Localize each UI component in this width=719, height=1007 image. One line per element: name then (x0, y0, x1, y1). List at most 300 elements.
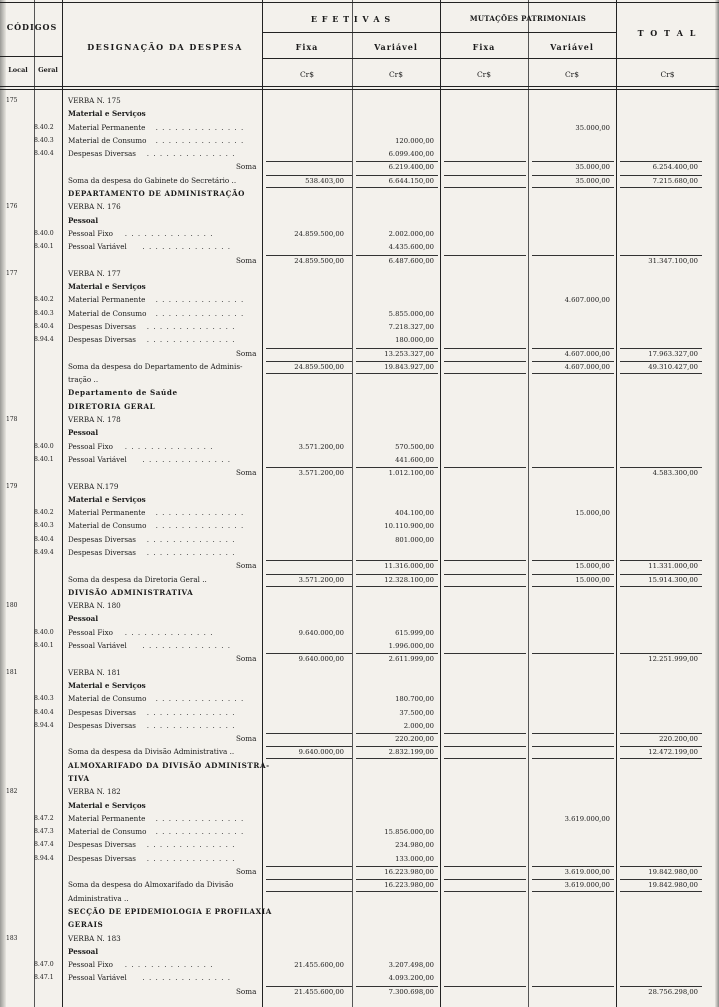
table-row (0, 708, 719, 718)
leader-dots: . . . . . . . . . . . . . . (155, 827, 245, 837)
table-row (0, 402, 719, 412)
fixa-amount: 3.571.200,00 (298, 575, 344, 584)
subtotal-rule (620, 986, 702, 987)
leader-dots: . . . . . . . . . . . . . . (146, 534, 236, 544)
fixa-header: Fixa (295, 42, 319, 52)
expense-description: Pessoal Variável (68, 973, 127, 983)
variavel-amount: 570.500,00 (395, 442, 434, 451)
total-header: T O T A L (637, 28, 698, 38)
local-code: 183 (6, 934, 18, 942)
mut-fixa-header: Fixa (472, 42, 496, 52)
subtotal-label: Soma (236, 734, 257, 744)
currency-mut-fixa: Cr$ (476, 70, 492, 79)
variavel-header: Variável (374, 42, 418, 52)
subtotal-rule (532, 879, 614, 880)
local-code: 178 (6, 416, 18, 424)
local-code: 175 (6, 97, 18, 104)
subtotal-rule (444, 733, 526, 734)
subtotal-rule (532, 733, 614, 734)
total-amount: 4.583.300,00 (652, 469, 698, 478)
total-rule (444, 586, 526, 587)
table-row (0, 123, 719, 133)
leader-dots: . . . . . . . . . . . . . . (146, 548, 236, 557)
table-row (0, 894, 719, 904)
total-rule (266, 187, 352, 188)
mutacoes-header: MUTAÇÕES PATRIMONIAIS (469, 14, 587, 23)
expense-description: Despesas Diversas (68, 840, 136, 850)
total-rule (444, 891, 526, 892)
subtotal-rule (266, 574, 352, 575)
subtotal-rule (532, 653, 614, 654)
subtotal-rule (532, 574, 614, 575)
variavel-amount: 6.644.150,00 (388, 176, 434, 185)
total-rule (620, 373, 702, 374)
expense-description: Despesas Diversas (68, 707, 136, 717)
table-row (0, 202, 719, 212)
leader-dots: . . . . . . . . . . . . . . (155, 295, 245, 305)
table-row (0, 854, 719, 864)
total-rule (356, 373, 438, 374)
subtotal-rule (444, 866, 526, 867)
subtotal-rule (444, 361, 526, 362)
expense-description: Soma da despesa do Gabinete do Secretário .. (68, 175, 237, 185)
expense-description: Material e Serviços (68, 800, 146, 810)
fixa-amount: 9.640.000,00 (298, 655, 344, 664)
general-code: 8.40.1 (34, 243, 54, 251)
subtotal-rule (444, 161, 526, 162)
table-row (0, 375, 719, 385)
leader-dots: . . . . . . . . . . . . . . (142, 454, 232, 464)
table-row (0, 601, 719, 611)
local-code: 181 (6, 668, 18, 676)
expense-description: Despesas Diversas (68, 720, 136, 730)
expense-description: Material e Serviços (68, 680, 146, 690)
expense-description: SECÇÃO DE EPIDEMIOLOGIA E PROFILAXIA (68, 906, 272, 916)
table-row (0, 295, 719, 305)
subtotal-rule (356, 574, 438, 575)
total-rule (620, 586, 702, 587)
expense-description: Departamento de Saúde (68, 388, 178, 398)
expense-description: Soma da despesa da Diretoria Geral .. (68, 574, 207, 584)
subtotal-label: Soma (236, 986, 257, 996)
subtotal-rule (532, 255, 614, 256)
variavel-amount: 4.435.600,00 (388, 243, 434, 252)
subtotal-rule (356, 161, 438, 162)
table-row (0, 907, 719, 917)
table-row (0, 136, 719, 146)
total-rule (356, 187, 438, 188)
variavel-amount: 10.110.900,00 (384, 522, 434, 531)
general-code: 8.40.4 (34, 323, 54, 330)
fixa-amount: 3.571.200,00 (298, 442, 344, 451)
variavel-amount: 3.207.498,00 (388, 961, 434, 970)
expense-description: Pessoal Fixo (68, 228, 114, 238)
expense-description: Material Permanente (68, 508, 146, 518)
subtotal-rule (356, 560, 438, 561)
subtotal-rule (266, 879, 352, 880)
mut-variavel-amount: 35.000,00 (575, 123, 610, 132)
total-amount: 19.842.980,00 (648, 868, 698, 877)
mut-variavel-amount: 15.000,00 (575, 575, 610, 584)
header-currency-rule (262, 58, 719, 59)
total-rule (444, 187, 526, 188)
leader-dots: . . . . . . . . . . . . . . (155, 135, 245, 145)
table-row (0, 947, 719, 957)
variavel-amount: 16.223.980,00 (384, 881, 434, 890)
table-row (0, 814, 719, 824)
fixa-amount: 21.455.600,00 (294, 961, 344, 970)
subtotal-rule (620, 348, 702, 349)
table-row (0, 867, 719, 877)
leader-dots: . . . . . . . . . . . . . . (146, 840, 236, 850)
leader-dots: . . . . . . . . . . . . . . (146, 322, 236, 331)
fixa-amount: 3.571.200,00 (298, 469, 344, 478)
expense-description: Despesas Diversas (68, 534, 136, 544)
mut-variavel-amount: 4.607.000,00 (564, 296, 610, 305)
subtotal-rule (356, 733, 438, 734)
designacao-header: DESIGNAÇÃO DA DESPESA (87, 42, 243, 52)
fixa-amount: 9.640.000,00 (298, 628, 344, 637)
table-row (0, 256, 719, 266)
leader-dots: . . . . . . . . . . . . . . (124, 228, 214, 238)
table-row (0, 654, 719, 664)
table-row (0, 521, 719, 531)
subtotal-rule (620, 574, 702, 575)
table-row (0, 495, 719, 505)
subtotal-label: Soma (236, 348, 257, 358)
table-row (0, 920, 719, 930)
general-code: 8.40.3 (34, 136, 54, 144)
subtotal-rule (532, 175, 614, 176)
leader-dots: . . . . . . . . . . . . . . (146, 720, 236, 730)
general-code: 8.40.1 (34, 642, 54, 650)
subtotal-rule (532, 560, 614, 561)
expense-description: Pessoal (68, 614, 99, 624)
subtotal-rule (356, 361, 438, 362)
table-row (0, 548, 719, 558)
subtotal-rule (532, 348, 614, 349)
subtotal-rule (356, 653, 438, 654)
table-row (0, 614, 719, 624)
subtotal-rule (444, 746, 526, 747)
subtotal-rule (266, 348, 352, 349)
mut-variavel-header: Variável (550, 42, 594, 52)
expense-description: Material e Serviços (68, 494, 146, 504)
table-row (0, 428, 719, 438)
local-code: 177 (6, 269, 18, 277)
variavel-amount: 2.832.199,00 (388, 748, 434, 757)
total-rule (266, 373, 352, 374)
subtotal-rule (266, 175, 352, 176)
expense-description: GERAIS (68, 920, 104, 930)
subtotal-label: Soma (236, 162, 257, 172)
general-code: 8.40.2 (34, 509, 54, 517)
subtotal-rule (266, 733, 352, 734)
expense-description: TIVA (68, 774, 90, 783)
total-amount: 7.215.680,00 (652, 176, 698, 185)
leader-dots: . . . . . . . . . . . . . . (146, 707, 236, 717)
subtotal-label: Soma (236, 654, 257, 664)
subtotal-rule (356, 879, 438, 880)
leader-dots: . . . . . . . . . . . . . . (124, 627, 214, 637)
fixa-amount: 24.859.500,00 (294, 362, 344, 371)
table-row (0, 335, 719, 345)
general-code: 8.47.2 (34, 814, 54, 822)
general-code: 8.47.4 (34, 841, 54, 849)
general-code: 8.49.4 (34, 549, 54, 556)
table-row (0, 415, 719, 425)
expense-description: Material de Consumo (68, 521, 147, 531)
leader-dots: . . . . . . . . . . . . . . (155, 308, 245, 318)
subtotal-rule (356, 467, 438, 468)
geral-header: Geral (38, 66, 58, 74)
expense-description: DEPARTAMENTO DE ADMINISTRAÇÃO (68, 189, 245, 199)
subtotal-rule (532, 161, 614, 162)
subtotal-rule (620, 161, 702, 162)
leader-dots: . . . . . . . . . . . . . . (142, 242, 232, 252)
table-row (0, 960, 719, 970)
general-code: 8.40.4 (34, 150, 54, 158)
variavel-amount: 6.487.600,00 (388, 256, 434, 265)
subtotal-rule (620, 361, 702, 362)
table-row (0, 588, 719, 598)
total-rule (356, 758, 438, 759)
total-amount: 28.756.298,00 (648, 987, 698, 996)
total-amount: 31.347.100,00 (648, 256, 698, 265)
mut-variavel-amount: 4.607.000,00 (564, 362, 610, 371)
local-code: 179 (6, 482, 18, 490)
subtotal-rule (620, 879, 702, 880)
expense-description: VERBA N. 175 (68, 96, 121, 105)
mut-variavel-amount: 3.619.000,00 (564, 881, 610, 890)
variavel-amount: 2.611.999,00 (388, 655, 434, 664)
leader-dots: . . . . . . . . . . . . . . (124, 960, 214, 970)
subtotal-rule (266, 161, 352, 162)
total-rule (356, 891, 438, 892)
table-row (0, 362, 719, 372)
subtotal-label: Soma (236, 468, 257, 478)
fixa-amount: 9.640.000,00 (298, 748, 344, 757)
total-rule (444, 758, 526, 759)
subtotal-rule (444, 467, 526, 468)
subtotal-rule (266, 255, 352, 256)
total-rule (532, 586, 614, 587)
table-row (0, 840, 719, 850)
expense-description: Administrativa .. (68, 893, 129, 903)
local-code: 180 (6, 602, 18, 610)
mut-variavel-amount: 15.000,00 (575, 562, 610, 571)
expense-description: Despesas Diversas (68, 322, 136, 331)
fixa-amount: 538.403,00 (305, 176, 344, 185)
variavel-amount: 7.300.698,00 (388, 987, 434, 996)
table-row (0, 801, 719, 811)
expense-description: Material e Serviços (68, 109, 146, 119)
leader-dots: . . . . . . . . . . . . . . (155, 813, 245, 823)
total-rule (266, 758, 352, 759)
total-rule (532, 373, 614, 374)
local-header: Local (8, 66, 28, 74)
subtotal-rule (444, 255, 526, 256)
total-rule (620, 891, 702, 892)
subtotal-rule (532, 361, 614, 362)
variavel-amount: 6.099.400,00 (388, 150, 434, 159)
total-rule (266, 891, 352, 892)
expense-description: Material de Consumo (68, 827, 147, 837)
currency-mut-variavel: Cr$ (564, 70, 580, 79)
expense-description: VERBA N. 176 (68, 202, 121, 212)
subtotal-rule (620, 467, 702, 468)
table-row (0, 109, 719, 119)
table-row (0, 229, 719, 239)
subtotal-rule (444, 574, 526, 575)
efetivas-header: E F E T I V A S (310, 14, 392, 24)
leader-dots: . . . . . . . . . . . . . . (155, 508, 245, 518)
fixa-amount: 24.859.500,00 (294, 256, 344, 265)
expense-description: Despesas Diversas (68, 149, 136, 159)
currency-fixa: Cr$ (299, 70, 315, 79)
table-row (0, 388, 719, 398)
table-row (0, 827, 719, 837)
table-row (0, 561, 719, 571)
header-bottom-rule-2 (0, 89, 719, 90)
expense-description: Pessoal Fixo (68, 627, 114, 637)
variavel-amount: 11.316.000,00 (384, 562, 434, 571)
subtotal-rule (620, 560, 702, 561)
expense-description: Pessoal Variável (68, 242, 127, 252)
table-row (0, 162, 719, 172)
variavel-amount: 180.700,00 (395, 695, 434, 704)
mut-variavel-amount: 3.619.000,00 (564, 868, 610, 877)
expense-description: Pessoal (68, 215, 99, 225)
variavel-amount: 180.000,00 (395, 336, 434, 345)
total-rule (356, 586, 438, 587)
variavel-amount: 404.100,00 (395, 509, 434, 518)
general-code: 8.40.2 (34, 296, 54, 304)
variavel-amount: 6.219.400,00 (388, 163, 434, 172)
variavel-amount: 1.012.100,00 (388, 469, 434, 478)
variavel-amount: 2.000,00 (403, 721, 434, 730)
table-row (0, 216, 719, 226)
table-row (0, 442, 719, 452)
local-code: 176 (6, 203, 18, 211)
subtotal-rule (444, 560, 526, 561)
expense-description: VERBA N. 182 (68, 787, 121, 797)
table-row (0, 242, 719, 252)
variavel-amount: 615.999,00 (395, 628, 434, 637)
table-row (0, 973, 719, 983)
subtotal-rule (356, 746, 438, 747)
currency-variavel: Cr$ (388, 70, 404, 79)
header-codes-rule (0, 56, 62, 57)
header-bottom-rule (0, 86, 719, 87)
variavel-amount: 5.855.000,00 (388, 309, 434, 318)
variavel-amount: 2.002.000,00 (388, 229, 434, 238)
table-row (0, 987, 719, 997)
subtotal-rule (356, 866, 438, 867)
table-row (0, 747, 719, 757)
expense-description: Pessoal (68, 428, 99, 438)
subtotal-label: Soma (236, 867, 257, 877)
subtotal-rule (620, 653, 702, 654)
expense-description: Soma da despesa da Divisão Administrativa .. (68, 747, 235, 757)
expense-description: Despesas Diversas (68, 853, 136, 863)
header-mid-rule (262, 32, 616, 33)
total-rule (532, 187, 614, 188)
general-code: 8.47.0 (34, 961, 54, 969)
mut-variavel-amount: 35.000,00 (575, 176, 610, 185)
variavel-amount: 120.000,00 (395, 136, 434, 145)
table-row (0, 282, 719, 292)
table-row (0, 774, 719, 784)
subtotal-rule (266, 653, 352, 654)
table-row (0, 149, 719, 159)
table-row (0, 508, 719, 518)
table-row (0, 681, 719, 691)
general-code: 8.40.1 (34, 455, 54, 463)
leader-dots: . . . . . . . . . . . . . . (146, 149, 236, 159)
subtotal-rule (266, 361, 352, 362)
expense-description: Pessoal (68, 946, 99, 956)
subtotal-rule (266, 560, 352, 561)
table-row (0, 309, 719, 319)
expense-description: VERBA N. 178 (68, 415, 121, 425)
subtotal-rule (620, 255, 702, 256)
leader-dots: . . . . . . . . . . . . . . (155, 694, 245, 704)
table-row (0, 575, 719, 585)
total-amount: 49.310.427,00 (648, 362, 698, 371)
variavel-amount: 441.600,00 (395, 455, 434, 464)
total-amount: 12.472.199,00 (648, 748, 698, 757)
subtotal-rule (356, 175, 438, 176)
expense-description: Material e Serviços (68, 282, 146, 292)
subtotal-rule (620, 733, 702, 734)
table-row (0, 668, 719, 678)
fixa-amount: 24.859.500,00 (294, 229, 344, 238)
expense-description: Soma da despesa do Almoxarifado da Divisão (68, 880, 234, 890)
table-row (0, 628, 719, 638)
total-rule (620, 758, 702, 759)
subtotal-rule (620, 866, 702, 867)
general-code: 8.40.4 (34, 708, 54, 716)
variavel-amount: 19.843.927,00 (384, 362, 434, 371)
expense-description: Despesas Diversas (68, 335, 136, 345)
subtotal-rule (356, 986, 438, 987)
table-row (0, 641, 719, 651)
total-rule (444, 373, 526, 374)
general-code: 8.40.3 (34, 695, 54, 703)
variavel-amount: 16.223.980,00 (384, 868, 434, 877)
table-row (0, 176, 719, 186)
mut-variavel-amount: 4.607.000,00 (564, 349, 610, 358)
subtotal-label: Soma (236, 255, 257, 265)
table-row (0, 322, 719, 332)
expense-description: Pessoal Variável (68, 454, 127, 464)
subtotal-label: Soma (236, 561, 257, 571)
total-amount: 17.963.327,00 (648, 349, 698, 358)
subtotal-rule (444, 986, 526, 987)
total-amount: 6.254.400,00 (652, 163, 698, 172)
table-row (0, 761, 719, 771)
expense-description: VERBA N. 181 (68, 667, 121, 677)
expense-description: VERBA N. 183 (68, 933, 121, 943)
table-row (0, 482, 719, 492)
variavel-amount: 13.253.327,00 (384, 349, 434, 358)
total-rule (532, 758, 614, 759)
variavel-amount: 37.500,00 (399, 708, 434, 717)
total-amount: 15.914.300,00 (648, 575, 698, 584)
subtotal-rule (532, 746, 614, 747)
table-row (0, 96, 719, 106)
